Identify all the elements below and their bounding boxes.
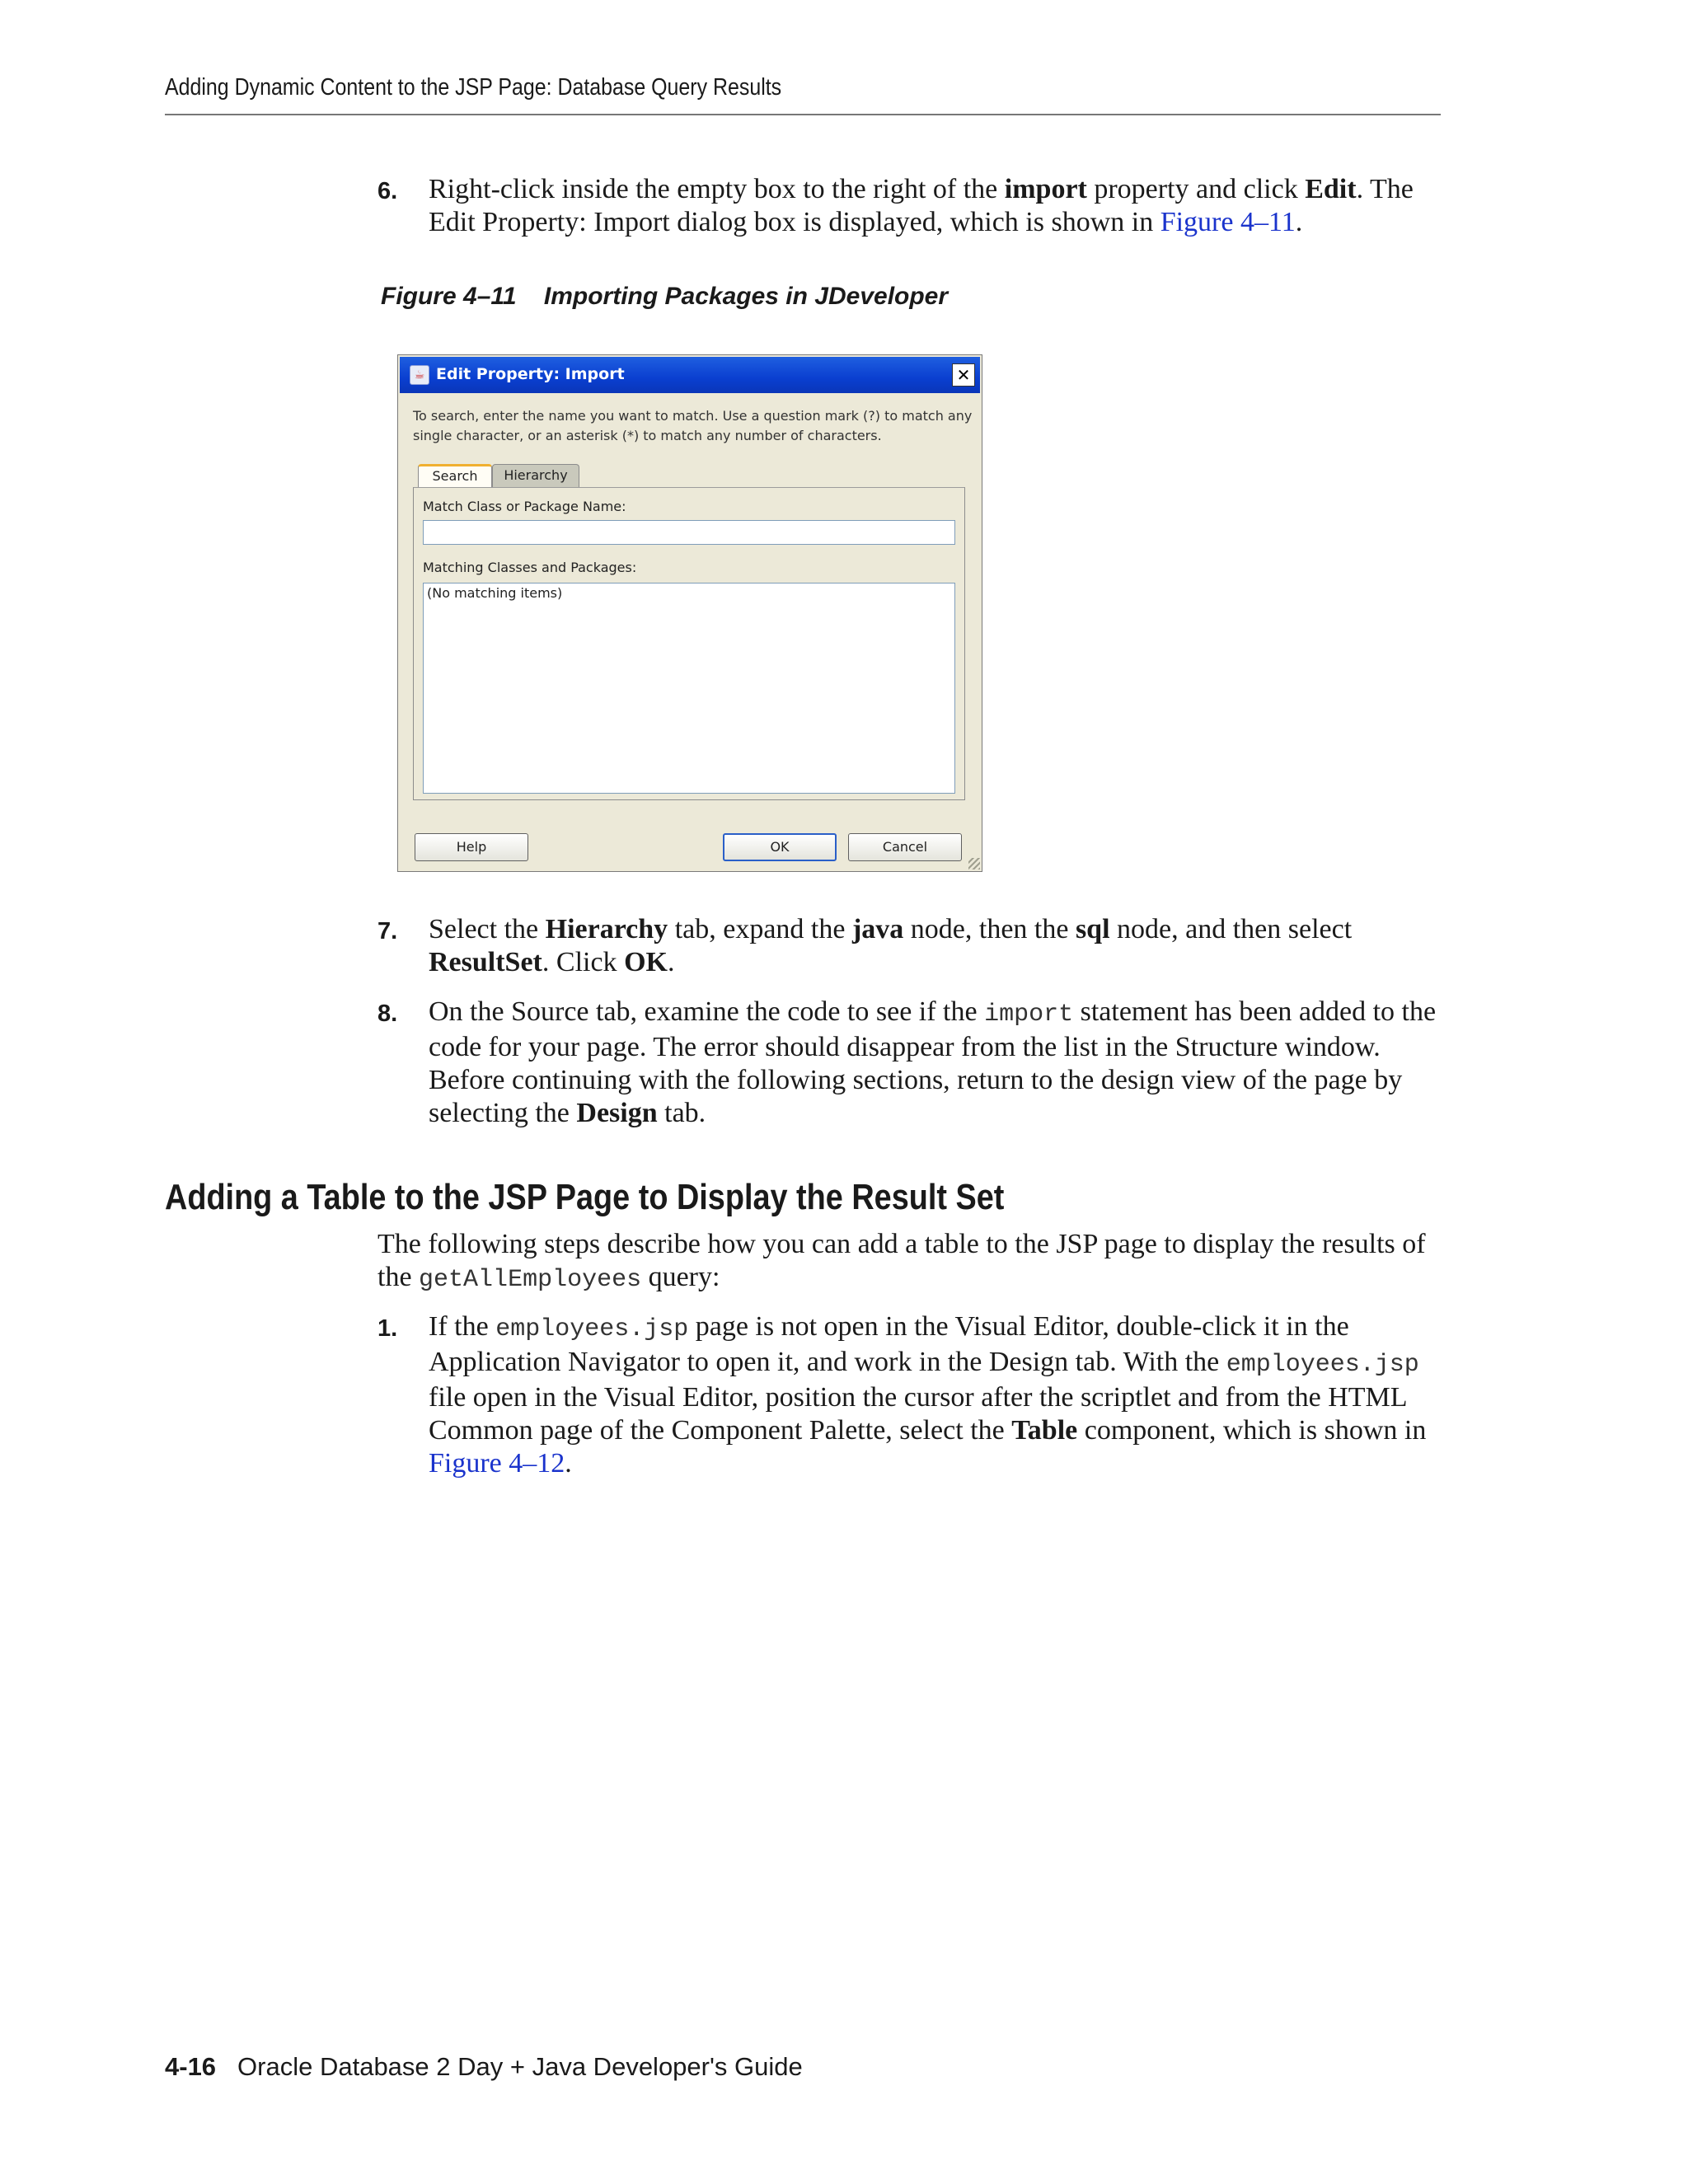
java-cup-icon: ☕	[410, 365, 429, 385]
section-intro	[377, 1228, 1441, 1296]
text-run: The following steps describe how you can add a table to the JSP page to display the results of the	[377, 1229, 1426, 1292]
figure-link[interactable]: Figure 4–12	[429, 1448, 565, 1479]
text-run: On the Source tab, examine the code to see if the	[429, 996, 985, 1027]
step-number: 8.	[377, 1001, 398, 1027]
figure-title: Importing Packages in JDeveloper	[543, 283, 949, 310]
bold-run: import	[1004, 174, 1087, 204]
text-run: Right-click inside the empty box to the right of the	[429, 174, 1005, 204]
edit-property-dialog	[397, 354, 982, 872]
text-run: If the	[429, 1311, 496, 1342]
step-text	[429, 913, 1441, 979]
figure-link[interactable]: Figure 4–11	[1160, 207, 1296, 237]
close-icon[interactable]: ✕	[952, 363, 975, 387]
text-run: property and click	[1086, 174, 1306, 204]
tab-search[interactable]: Search	[418, 464, 492, 487]
text-run: tab.	[657, 1098, 706, 1128]
match-label: Match Class or Package Name:	[423, 499, 626, 514]
text-run: node, then the	[903, 914, 1076, 944]
step-8	[377, 996, 1441, 1130]
text-run: page is not open in the Visual Editor, double-click it in the Application Navigator to open it, and work in the Design tab. With the	[429, 1311, 1349, 1377]
running-header	[165, 74, 1441, 101]
step-number: 7.	[377, 918, 398, 944]
text-run: . The Edit Property: Import dialog box is displayed, which is shown in	[429, 174, 1414, 237]
step-text	[429, 173, 1441, 239]
page-footer	[165, 2052, 803, 2082]
step-text	[429, 996, 1441, 1130]
step-7	[377, 913, 1441, 979]
matching-list[interactable]	[423, 583, 955, 794]
section-heading: Adding a Table to the JSP Page to Display the Result Set	[165, 1177, 1005, 1217]
step-text	[429, 1310, 1441, 1480]
dialog-title: Edit Property: Import	[436, 365, 625, 383]
bold-run: Edit	[1305, 174, 1357, 204]
cancel-button[interactable]: Cancel	[848, 833, 962, 861]
figure-caption	[381, 283, 948, 311]
text-run: file open in the Visual Editor, position the cursor after the scriptlet and from the HTML Common page of the Component Palette, select the	[429, 1382, 1407, 1446]
step-number: 1.	[377, 1315, 398, 1342]
bold-run: sql	[1075, 914, 1110, 944]
match-input[interactable]	[423, 520, 955, 545]
code-run: import	[984, 1001, 1074, 1029]
running-header-title: Adding Dynamic Content to the JSP Page: Database Query Results	[165, 74, 782, 101]
header-rule	[165, 114, 1441, 115]
code-run: employees.jsp	[495, 1315, 689, 1343]
bold-run: Design	[576, 1098, 658, 1128]
text-run: . Click	[542, 947, 625, 977]
page-number: 4-16	[165, 2052, 217, 2081]
help-button[interactable]: Help	[415, 833, 528, 861]
bold-run: ResultSet	[429, 947, 542, 977]
matching-label: Matching Classes and Packages:	[423, 560, 637, 575]
code-run: getAllEmployees	[419, 1266, 642, 1294]
text-run: tab, expand the	[668, 914, 852, 944]
text-run: Select the	[429, 914, 546, 944]
book-title: Oracle Database 2 Day + Java Developer's Guide	[237, 2052, 803, 2081]
dialog-titlebar	[400, 357, 980, 393]
code-run: employees.jsp	[1226, 1351, 1419, 1379]
step-1	[377, 1310, 1441, 1480]
text-run: .	[565, 1448, 572, 1479]
text-run: query:	[641, 1262, 720, 1292]
step-number: 6.	[377, 178, 398, 204]
text-run: .	[667, 947, 675, 977]
tab-hierarchy[interactable]: Hierarchy	[492, 464, 579, 487]
resize-grip-icon[interactable]	[968, 858, 980, 869]
text-run: node, and then select	[1109, 914, 1353, 944]
figure-label: Figure 4–11	[381, 283, 517, 310]
text-run: component, which is shown in	[1077, 1415, 1427, 1446]
bold-run: OK	[624, 947, 668, 977]
bold-run: Hierarchy	[545, 914, 668, 944]
ok-button[interactable]: OK	[723, 833, 837, 861]
bold-run: Table	[1011, 1415, 1078, 1446]
bold-run: java	[851, 914, 904, 944]
step-6	[377, 173, 1441, 239]
text-run: .	[1295, 207, 1303, 237]
text-run: statement has been added to the code for your page. The error should disappear from the list in the Structure window. Before continuing with the following sections, return to the design view of the page by selecting the	[429, 996, 1437, 1128]
dialog-instructions: To search, enter the name you want to match. Use a question mark (?) to match any single character, or an asterisk (*) to match any number of characters.	[413, 408, 973, 443]
list-empty-message: (No matching items)	[427, 585, 563, 601]
